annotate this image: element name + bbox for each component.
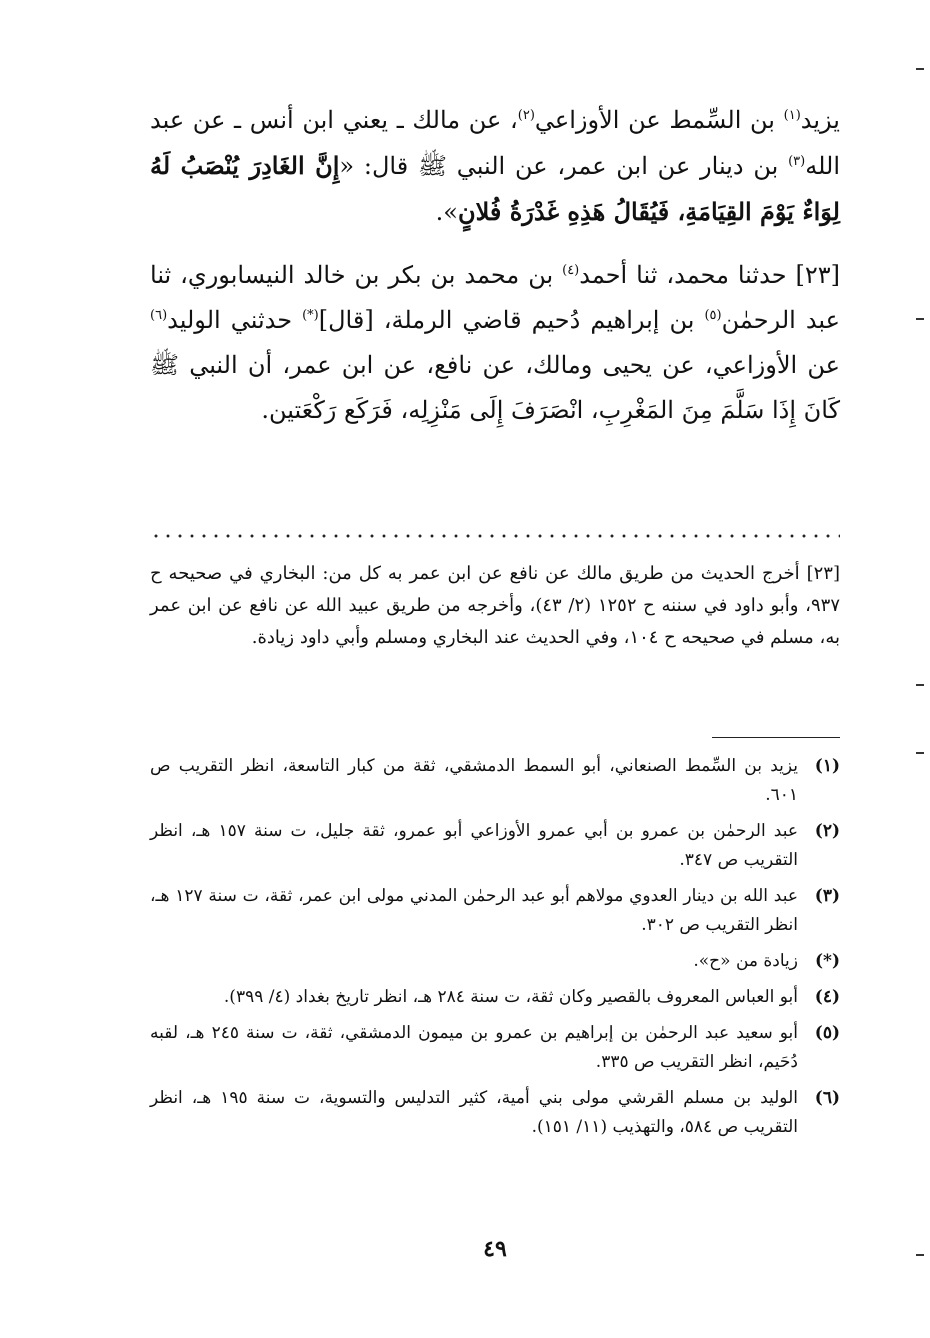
text-run: عن الأوزاعي، عن يحيى ومالك، عن نافع، عن ابن عمر، أن النبي ﷺ كَانَ إِذَا سَلَّمَ مِنَ المَغْرِبِ، انْصَرَفَ إِلَى مَنْزِلِه، فَرَكَع رَكْعَتين. (150, 351, 840, 424)
scan-edge-mark (916, 684, 924, 686)
page-number: ٤٩ (483, 1236, 507, 1262)
footnote-number: (*) (815, 951, 840, 971)
footnote-number: (٥) (814, 1023, 840, 1043)
footnote-ref-4[interactable]: (٤) (562, 263, 580, 278)
footnote-ref-5[interactable]: (٥) (704, 308, 722, 323)
footnote-ref-2[interactable]: (٢) (517, 108, 535, 123)
text-run: ». (435, 198, 458, 226)
footnote-text: أبو سعيد عبد الرحمٰن بن إبراهيم بن عمرو بن ميمون الدمشقي، ثقة، ت سنة ٢٤٥ هـ، لقبه دُحَيم، انظر التقريب ص ٣٣٥. (150, 1023, 798, 1072)
footnote-rule (712, 737, 840, 738)
footnote-ref-3[interactable]: (٣) (788, 154, 806, 169)
paragraph-1 (150, 98, 840, 235)
main-text (150, 98, 840, 433)
footnote-number: (١) (814, 756, 840, 776)
footnote-text: الوليد بن مسلم القرشي مولى بني أمية، كثير التدليس والتسوية، ت سنة ١٩٥ هـ، انظر التقريب ص ٥٨٤، والتهذيب (١١/ ١٥١). (150, 1088, 798, 1137)
footnote-text: أبو العباس المعروف بالقصير وكان ثقة، ت سنة ٢٨٤ هـ، انظر تاريخ بغداد (٤/ ٣٩٩). (223, 987, 798, 1007)
text-run: بن دينار عن ابن عمر، عن النبي ﷺ قال: « (339, 152, 789, 180)
footnote-ref-star[interactable]: (*) (302, 308, 319, 323)
footnote-number: (٢) (814, 821, 840, 841)
footnote-number: (٣) (814, 886, 840, 906)
footnote-ref-1[interactable]: (١) (783, 108, 801, 123)
scan-edge-mark (916, 68, 924, 70)
text-run: بن السِّمط عن الأوزاعي (534, 106, 784, 134)
footnote (150, 1019, 840, 1077)
footnote-number: (٦) (814, 1088, 840, 1108)
footnote-text: عبد الرحمٰن بن عمرو بن أبي عمرو الأوزاعي أبو عمرو، ثقة جليل، ت سنة ١٥٧ هـ، انظر التقريب ص ٣٤٧. (150, 821, 798, 870)
paragraph-2 (150, 253, 840, 433)
footnote (150, 983, 840, 1012)
footnote-number: (٤) (814, 987, 840, 1007)
footnote (150, 947, 840, 976)
footnotes (150, 752, 840, 1149)
text-run: ، عن مالك ـ يعني ابن أنس ـ عن عبد الله (150, 106, 840, 180)
text-run: حدثني الوليد (167, 306, 303, 334)
footnote-text: زيادة من «ح». (693, 951, 798, 971)
footnote (150, 882, 840, 940)
footnote (150, 1084, 840, 1142)
footnote-text: يزيد بن السِّمط الصنعاني، أبو السمط الدمشقي، ثقة من كبار التاسعة، انظر التقريب ص ٦٠١. (150, 756, 798, 805)
footnote-ref-6[interactable]: (٦) (150, 308, 168, 323)
scan-edge-mark (916, 752, 924, 754)
takhrij-note: [٢٣] أخرج الحديث من طريق مالك عن نافع عن ابن عمر به كل من: البخاري في صحيحه ح ٩٣٧، وأبو داود في سننه ح ١٢٥٢ (٢/ ٤٣)، وأخرجه من طريق عبيد الله عن نافع عن ابن عمر به، مسلم في صحيحه ح ١٠٤، وفي الحديث عند البخاري ومسلم وأبي داود زيادة. (150, 563, 840, 648)
hadith-text: إِنَّ الغَادِرَ يُنْصَبُ لَهُ لِوَاءٌ يَوْمَ القِيَامَةِ، فَيُقَالُ هَذِهِ غَدْرَةُ فُلانٍ (150, 151, 840, 226)
scan-edge-mark (916, 1254, 924, 1256)
footnote (150, 817, 840, 875)
text-run: [٢٣] حدثنا محمد، ثنا أحمد (579, 261, 841, 289)
footnote-text: عبد الله بن دينار العدوي مولاهم أبو عبد الرحمٰن المدني مولى ابن عمر، ثقة، ت سنة ١٢٧ هـ، انظر التقريب ص ٣٠٢. (150, 886, 798, 935)
text-run: يزيد (800, 106, 840, 134)
text-run: بن إبراهيم دُحيم قاضي الرملة، [قال] (318, 306, 705, 334)
text-run: بن محمد بن بكر بن خالد النيسابوري، ثنا عبد الرحمٰن (150, 261, 840, 334)
footnote (150, 752, 840, 810)
dotted-separator (150, 533, 840, 539)
scan-edge-mark (916, 318, 924, 320)
